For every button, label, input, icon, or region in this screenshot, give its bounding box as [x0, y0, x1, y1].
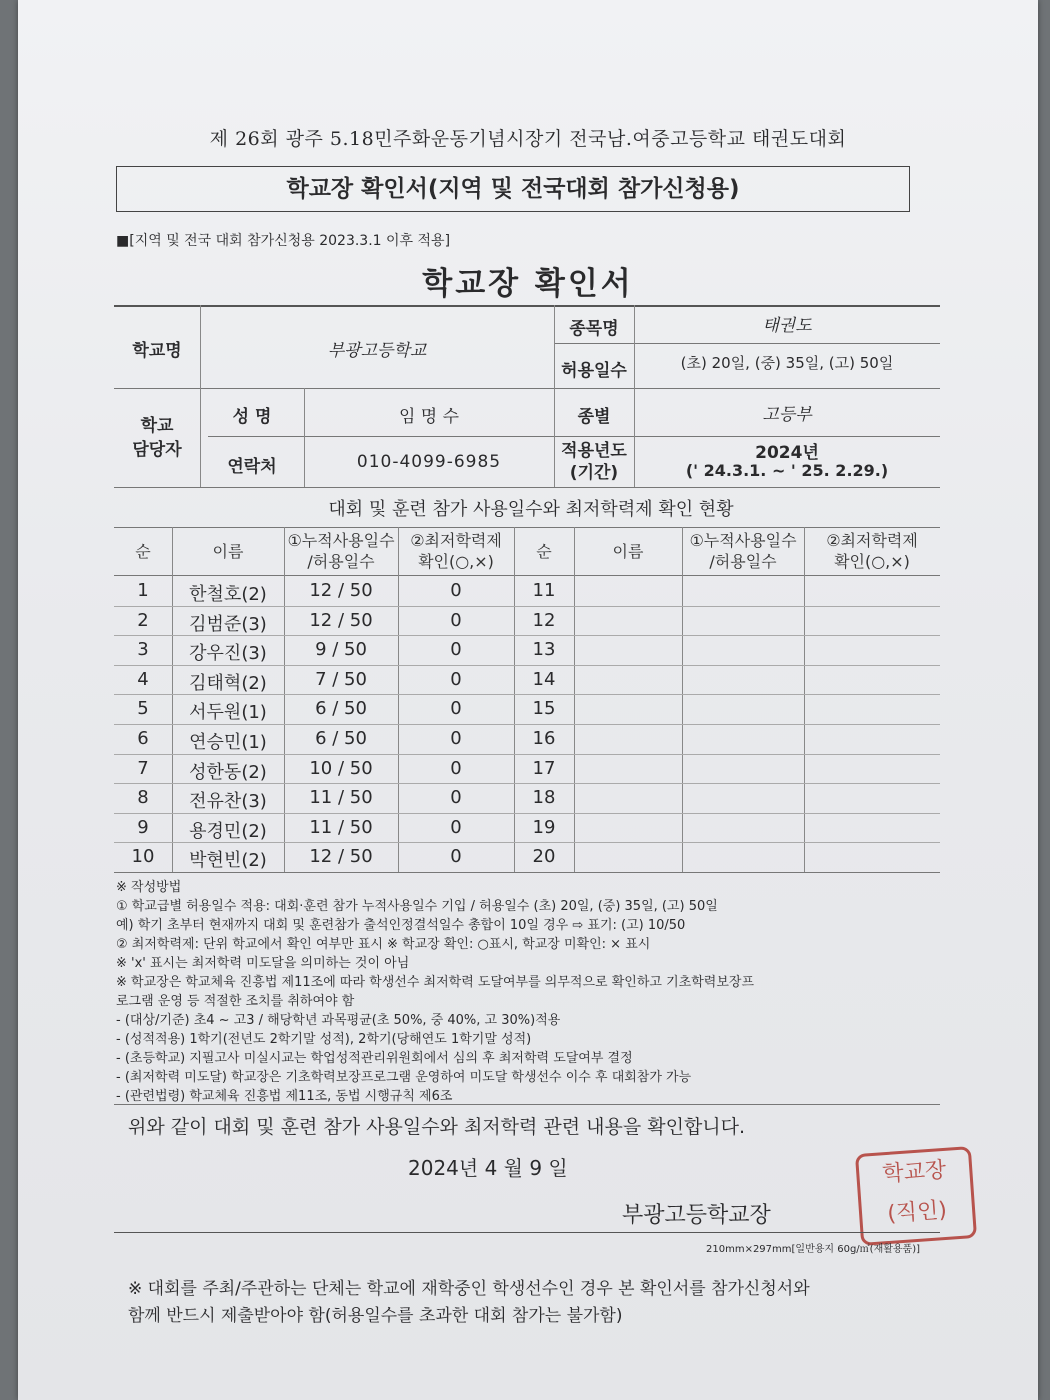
- cell-name: 김범준(3): [189, 613, 267, 635]
- cell-num: 2: [137, 609, 149, 631]
- cell-num-right: 19: [532, 816, 556, 838]
- cell-days: 6 / 50: [315, 728, 367, 749]
- cell-name: 연승민(1): [189, 732, 267, 753]
- cell-days: 11 / 50: [309, 816, 373, 838]
- table-row-divider: [114, 606, 940, 607]
- cell-num-right: 15: [532, 698, 556, 720]
- table-row-divider: [114, 842, 940, 843]
- signature-divider: [114, 1232, 940, 1233]
- header-check-right: ②최저학력제 확인(○,×): [826, 531, 918, 571]
- cell-num-right: 20: [532, 846, 556, 868]
- cell-name: 박현빈(2): [189, 850, 267, 872]
- issue-date: 2024년 4 월 9 일: [408, 1156, 568, 1180]
- table-row-divider: [114, 635, 940, 636]
- table-row-divider: [114, 694, 940, 695]
- cell-num: 5: [137, 698, 149, 720]
- manager-label: 학교 담당자: [132, 416, 182, 460]
- cell-days: 12 / 50: [309, 609, 373, 631]
- header-days-right: ①누적사용일수 /허용일수: [689, 531, 797, 571]
- header-num-right: 순: [536, 542, 552, 561]
- cell-check: 0: [450, 846, 462, 868]
- cell-num: 10: [131, 846, 155, 868]
- notes-divider: [114, 1104, 940, 1105]
- footer-note: ※ 대회를 주최/주관하는 단체는 학교에 재학중인 학생선수인 경우 본 확인서를 참가신청서와 함께 반드시 제출받아야 함(허용일수를 초과한 대회 참가는 불가함): [128, 1279, 810, 1326]
- note-line: - (관련법령) 학교체육 진흥법 제11조, 동법 시행규칙 제6조: [116, 1089, 453, 1104]
- note-line: - (성적적용) 1학기(전년도 2학기말 성적), 2학기(당해연도 1학기말 성적): [116, 1032, 532, 1047]
- cell-check: 0: [450, 609, 462, 631]
- cell-num: 3: [137, 639, 149, 661]
- cell-days: 12 / 50: [309, 846, 373, 868]
- cell-name: 성한동(2): [189, 761, 267, 783]
- cell-check: 0: [450, 668, 462, 690]
- school-value: 부광고등학교: [327, 341, 427, 361]
- table-header-border: [114, 575, 940, 576]
- type-label: 종별: [577, 407, 611, 427]
- info-line: [208, 436, 940, 437]
- cell-days: 11 / 50: [309, 787, 373, 809]
- note-line: - (최저학력 미도달) 학교장은 기초학력보장프로그램 운영하여 미도달 학생선수 이수 후 대회참가 가능: [116, 1070, 692, 1085]
- table-row-divider: [114, 665, 940, 666]
- days-label: 허용일수: [561, 361, 627, 381]
- cell-days: 10 / 50: [309, 757, 373, 779]
- cell-check: 0: [450, 639, 462, 661]
- writing-instructions: [116, 878, 946, 1106]
- cell-name: 강우진(3): [189, 643, 267, 665]
- table-column-divider: [804, 527, 805, 872]
- paper-spec: 210mm×297mm[일반용지 60g/㎡(재활용품)]: [706, 1244, 921, 1255]
- cell-check: 0: [450, 728, 462, 749]
- cell-check: 0: [450, 580, 462, 601]
- cell-name: 서두원(1): [189, 702, 267, 724]
- cell-num-right: 11: [532, 580, 556, 601]
- cell-num: 9: [137, 816, 149, 838]
- note-line: 로그램 운영 등 적절한 조치를 취하여야 함: [116, 994, 355, 1009]
- note-line: - (초등학교) 지필고사 미실시교는 학업성적관리위원회에서 심의 후 최저학력 도달여부 결정: [116, 1051, 633, 1066]
- header-name-right: 이름: [612, 542, 644, 561]
- table-row-divider: [114, 724, 940, 725]
- section-heading: 대회 및 훈련 참가 사용일수와 최저학력제 확인 현황: [328, 499, 734, 520]
- cell-days: 7 / 50: [315, 668, 367, 690]
- cell-num-right: 17: [532, 757, 556, 779]
- official-seal: [855, 1146, 977, 1246]
- period-value: (' 24.3.1. ~ ' 25. 2.29.): [685, 461, 889, 480]
- header-check: ②최저학력제 확인(○,×): [410, 531, 502, 571]
- year-value: 2024년: [755, 443, 819, 463]
- cell-check: 0: [450, 816, 462, 838]
- cell-num: 4: [137, 668, 149, 690]
- info-line: [114, 388, 940, 389]
- cell-name: 한철호(2): [189, 584, 267, 605]
- info-top-border: [114, 305, 940, 307]
- table-row-divider: [114, 813, 940, 814]
- cell-days: 9 / 50: [315, 639, 367, 661]
- doc-title: 학교장 확인서: [422, 266, 634, 302]
- header-num: 순: [135, 542, 151, 561]
- note-line: ※ 학교장은 학교체육 진흥법 제11조에 따라 학생선수 최저학력 도달여부를 의무적으로 확인하고 기초학력보장프: [116, 975, 755, 990]
- header-days: ①누적사용일수 /허용일수: [287, 531, 395, 571]
- table-row-divider: [114, 754, 940, 755]
- event-title: 제 26회 광주 5.18민주화운동기념시장기 전국남.여중고등학교 태권도대회: [209, 128, 847, 150]
- cell-num-right: 16: [532, 728, 556, 749]
- principal-name: 부광고등학교장: [622, 1203, 771, 1228]
- cell-days: 6 / 50: [315, 698, 367, 720]
- cell-num-right: 18: [532, 787, 556, 809]
- name-value: 임 명 수: [398, 407, 460, 427]
- name-label: 성 명: [232, 407, 272, 427]
- cell-num: 8: [137, 787, 149, 809]
- confirm-statement: 위와 같이 대회 및 훈련 참가 사용일수와 최저학력 관련 내용을 확인합니다.: [128, 1116, 746, 1138]
- info-line: [554, 343, 940, 344]
- banner-title: 학교장 확인서(지역 및 전국대회 참가신청용): [116, 166, 910, 212]
- cell-num: 6: [137, 728, 149, 749]
- cell-name: 전유찬(3): [189, 791, 267, 813]
- days-value: (초) 20일, (중) 35일, (고) 50일: [680, 354, 894, 372]
- year-label: 적용년도 (기간): [561, 441, 627, 483]
- cell-days: 12 / 50: [309, 580, 373, 601]
- note-line: ① 학교급별 허용일수 적용: 대회·훈련 참가 누적사용일수 기입 / 허용일수 (초) 20일, (중) 35일, (고) 50일: [116, 899, 718, 914]
- sport-label: 종목명: [569, 319, 619, 339]
- type-value: 고등부: [762, 405, 812, 425]
- cell-check: 0: [450, 757, 462, 779]
- table-column-divider: [682, 527, 683, 872]
- cell-num-right: 12: [532, 609, 556, 631]
- cell-name: 용경민(2): [189, 820, 267, 842]
- cell-name: 김태혁(2): [189, 672, 267, 694]
- note-line: ② 최저학력제: 단위 학교에서 확인 여부만 표시 ※ 학교장 확인: ○표시, 학교장 미확인: × 표시: [116, 937, 651, 952]
- contact-value: 010-4099-6985: [356, 452, 502, 472]
- cell-num-right: 13: [532, 639, 556, 661]
- cell-num-right: 14: [532, 668, 556, 690]
- note-line: - (대상/기준) 초4 ~ 고3 / 해당학년 과목평균(초 50%, 중 40%, 고 30%)적용: [116, 1013, 561, 1028]
- school-label: 학교명: [132, 341, 182, 361]
- note-line: 예) 학기 초부터 현재까지 대회 및 훈련참가 출석인정결석일수 총합이 10일 경우 ⇨ 표기: (고) 10/50: [116, 918, 686, 933]
- cell-check: 0: [450, 787, 462, 809]
- document-page: [18, 0, 1038, 1400]
- note-line: ※ 'x' 표시는 최저학력 미도달을 의미하는 것이 아님: [116, 956, 410, 971]
- sport-value: 태권도: [762, 316, 812, 336]
- table-column-divider: [574, 527, 575, 872]
- info-line: [114, 487, 940, 488]
- contact-label: 연락처: [227, 457, 277, 477]
- cell-check: 0: [450, 698, 462, 720]
- cell-num: 1: [137, 580, 149, 601]
- table-top-border: [114, 527, 940, 528]
- apply-note: ■[지역 및 전국 대회 참가신청용 2023.3.1 이후 적용]: [116, 233, 451, 249]
- cell-num: 7: [137, 757, 149, 779]
- header-name: 이름: [212, 542, 244, 561]
- note-line: ※ 작성방법: [116, 880, 182, 895]
- seal-text: 학교장 (직인): [881, 1157, 948, 1228]
- table-row-divider: [114, 783, 940, 784]
